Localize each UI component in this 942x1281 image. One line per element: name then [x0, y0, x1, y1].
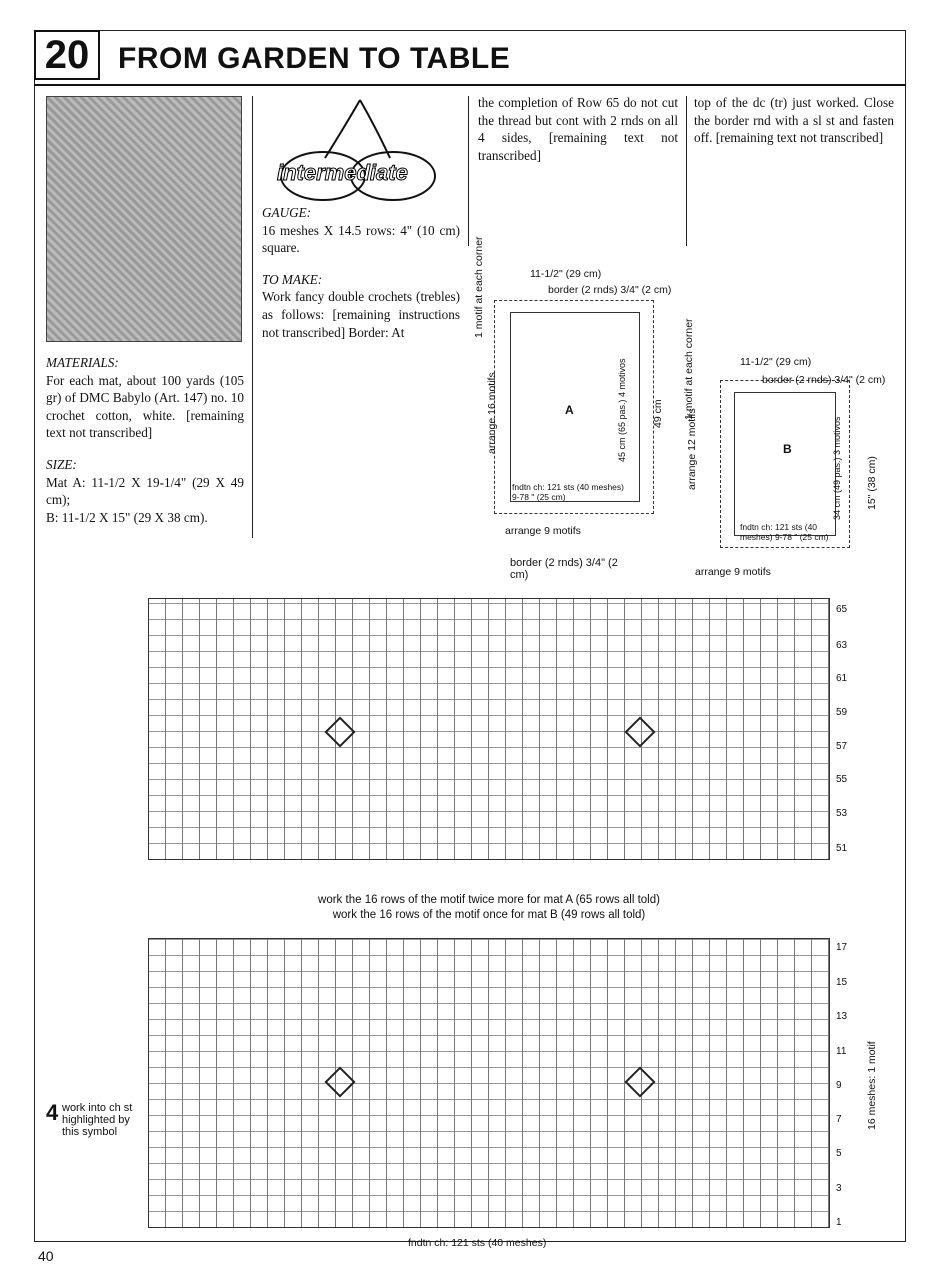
size-mat-b: B: 11-1/2 X 15" (29 X 38 cm).: [46, 509, 208, 525]
mat-a-border: border (2 rnds) 3/4" (2 cm): [548, 284, 672, 296]
row-label: 1: [836, 1217, 842, 1228]
size-mat-a: Mat A: 11-1/2 X 19-1/4" (29 X 49 cm);: [46, 474, 244, 508]
materials-heading: MATERIALS:: [46, 355, 119, 370]
mat-a-width: 11-1/2" (29 cm): [530, 268, 602, 280]
row-label: 9: [836, 1080, 842, 1091]
mat-b-fndtn: fndtn ch: 121 sts (40 meshes) 9-78 " (25 cm): [740, 522, 829, 542]
row-label: 63: [836, 640, 848, 651]
mat-a-side: arrange 16 motifs: [486, 372, 498, 454]
page-title: FROM GARDEN TO TABLE: [118, 42, 511, 75]
mat-b-border: border (2 rnds) 3/4" (2 cm): [762, 374, 886, 386]
column-divider-2: [468, 96, 469, 246]
mat-b-text-column: top of the dc (tr) just worked. Close the border rnd with a sl st and fasten off. [remaining text not transcribed]: [694, 95, 894, 146]
tomake-heading: TO MAKE:: [262, 271, 323, 287]
cherry-badge-icon: [265, 96, 465, 202]
mat-b-bottom: arrange 9 motifs: [695, 566, 771, 578]
mat-a-corner: 1 motif at each corner: [473, 236, 485, 338]
column-divider-3: [686, 96, 687, 246]
mat-b-inner-height: 34 cm (49 pas.) 3 motivos: [832, 416, 842, 520]
row-label: 55: [836, 774, 848, 785]
instructions-column: [262, 204, 460, 341]
mat-b-width: 11-1/2" (29 cm): [740, 356, 812, 368]
row-label: 5: [836, 1148, 842, 1159]
materials-column: [46, 354, 244, 526]
page-number: 40: [38, 1248, 54, 1264]
gauge-text: 16 meshes X 14.5 rows: 4" (10 cm) square.: [262, 222, 460, 256]
skill-level-label: intermediate: [277, 160, 408, 185]
row-label: 13: [836, 1011, 848, 1022]
row-label: 61: [836, 673, 848, 684]
mat-b-height: 15" (38 cm): [866, 456, 878, 510]
mat-a-bottom: arrange 9 motifs: [505, 525, 581, 537]
row-label: 57: [836, 741, 848, 752]
placemat-photo: [46, 96, 242, 342]
chart-top-section: [148, 598, 830, 860]
row-label: 53: [836, 808, 848, 819]
mat-b-corner: 1 motif at each corner: [683, 318, 695, 420]
row-label: 7: [836, 1114, 842, 1125]
pattern-number: 20: [34, 30, 100, 80]
mat-a-letter: A: [565, 403, 574, 417]
mat-b-letter: B: [783, 442, 792, 456]
border-text-column: the completion of Row 65 do not cut the thread but cont with 2 rnds on all 4 sides, [remaining text not transcribed]: [478, 95, 678, 163]
header-rule: [34, 84, 906, 86]
gauge-heading: GAUGE:: [262, 205, 312, 220]
row-label: 17: [836, 942, 848, 953]
mat-b-side: arrange 12 motifs: [686, 408, 698, 490]
fndtn-label: fndtn ch: 121 sts (40 meshes): [408, 1237, 547, 1249]
materials-text: For each mat, about 100 yards (105 gr) of DMC Babylo (Art. 147) no. 10 crochet cotton, white. [remaining text not transcribed]: [46, 372, 244, 441]
mat-a-height: 49 cm: [652, 399, 664, 428]
repeat-note-mat-a: work the 16 rows of the motif twice more for mat A (65 rows all told): [318, 894, 660, 906]
row-label: 51: [836, 843, 848, 854]
symbol-note: work into ch st highlighted by this symbol: [62, 1102, 133, 1138]
row-label: 11: [836, 1046, 847, 1057]
column-divider-1: [252, 96, 253, 538]
motif-flower-icon: [299, 689, 379, 779]
mat-a-fndtn: fndtn ch: 121 sts (40 meshes) 9-78 " (25 cm): [512, 482, 624, 502]
row-label: 15: [836, 977, 848, 988]
chart-bottom-section: [148, 938, 830, 1228]
motif-flower-icon: [599, 1039, 679, 1129]
tomake-text: Work fancy double crochets (trebles) as follows: [remaining instructions not transcribed] Border: At: [262, 289, 460, 340]
mat-a-inner-height: 45 cm (65 pas.) 4 motivos: [617, 358, 627, 462]
row-label: 3: [836, 1183, 842, 1194]
mat-b-inner: [734, 392, 836, 536]
symbol-number: 4: [46, 1100, 59, 1125]
size-heading: SIZE:: [46, 456, 77, 472]
row-label: 65: [836, 604, 848, 615]
motif-flower-icon: [599, 689, 679, 779]
repeat-note-mat-b: work the 16 rows of the motif once for mat B (49 rows all told): [332, 909, 646, 921]
motif-size-label: 16 meshes: 1 motif: [866, 1041, 878, 1130]
motif-flower-icon: [299, 1039, 379, 1129]
chart-border-note: border (2 rnds) 3/4" (2 cm): [510, 557, 618, 581]
row-label: 59: [836, 707, 848, 718]
